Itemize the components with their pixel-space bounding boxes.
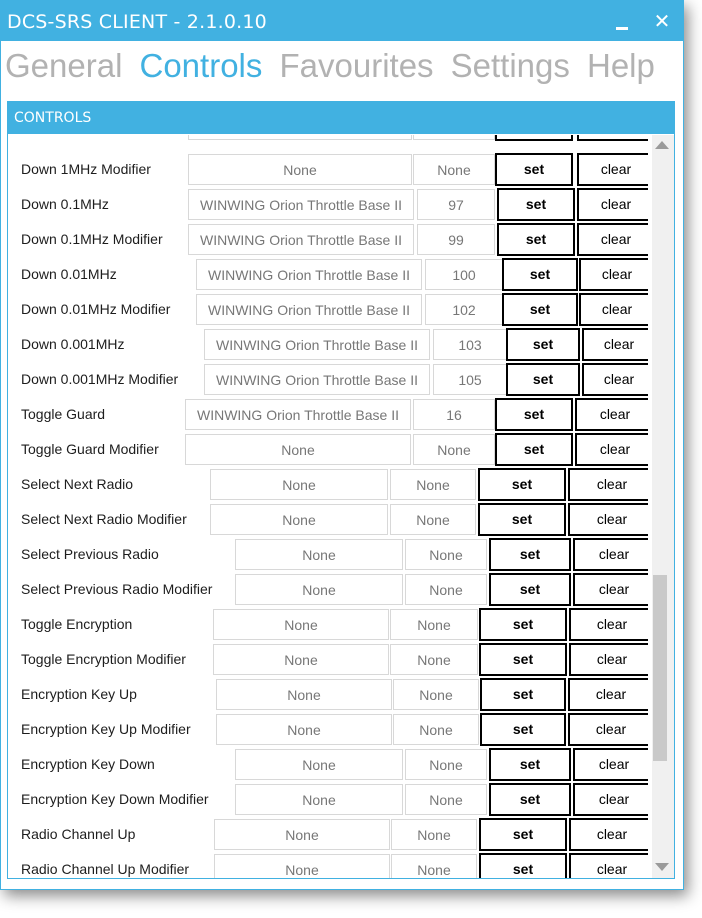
main-tabs	[5, 47, 667, 91]
control-row	[8, 572, 648, 607]
control-label: Down 0.001MHz	[21, 336, 125, 352]
device-cell[interactable]: None	[210, 504, 388, 535]
control-row	[8, 502, 648, 537]
clear-button[interactable]: clear	[573, 573, 648, 606]
clear-button[interactable]: clear	[569, 818, 648, 851]
set-button[interactable]: set	[502, 293, 578, 326]
button-number-cell[interactable]: None	[391, 819, 477, 850]
control-row	[8, 642, 648, 677]
button-number-cell[interactable]: None	[405, 749, 487, 780]
clear-button[interactable]: clear	[579, 258, 648, 291]
device-cell[interactable]: None	[235, 784, 403, 815]
control-label: Toggle Guard Modifier	[21, 441, 159, 457]
button-number-cell[interactable]: None	[390, 609, 478, 640]
device-cell[interactable]: None	[213, 609, 389, 640]
control-label: Down 0.01MHz	[21, 266, 117, 282]
button-number-cell[interactable]: 103	[433, 329, 507, 360]
control-row	[8, 222, 648, 257]
scroll-down-icon[interactable]	[655, 863, 669, 871]
minimize-button[interactable]	[611, 17, 633, 37]
set-button[interactable]: set	[497, 188, 575, 221]
control-label: Down 0.001MHz Modifier	[21, 371, 179, 387]
tab-settings[interactable]: Settings	[450, 47, 570, 84]
control-row	[8, 537, 648, 572]
set-button[interactable]: set	[489, 783, 571, 816]
device-cell[interactable]: WINWING Orion Throttle Base II	[196, 259, 422, 290]
button-number-cell[interactable]: 105	[433, 364, 507, 395]
set-button[interactable]: set	[479, 853, 567, 878]
control-row	[8, 607, 648, 642]
device-cell[interactable]: None	[185, 434, 411, 465]
control-label: Select Next Radio	[21, 476, 134, 492]
device-cell[interactable]: None	[214, 819, 390, 850]
control-row	[8, 397, 648, 432]
control-label: Select Next Radio Modifier	[21, 511, 187, 527]
control-label: Encryption Key Down Modifier	[21, 791, 209, 807]
clear-button[interactable]: clear	[569, 643, 648, 676]
control-row	[8, 327, 648, 362]
button-number-cell[interactable]: 100	[425, 259, 503, 290]
clear-button[interactable]: clear	[569, 853, 648, 878]
clear-button[interactable]: clear	[577, 188, 648, 221]
button-number-cell[interactable]: None	[405, 574, 487, 605]
clear-button[interactable]: clear	[575, 398, 648, 431]
button-number-cell[interactable]: None	[405, 539, 487, 570]
control-label: Down 1MHz Modifier	[21, 161, 151, 177]
button-number-cell[interactable]: None	[390, 469, 476, 500]
control-label: Select Previous Radio	[21, 546, 159, 562]
control-label: Select Previous Radio Modifier	[21, 581, 213, 597]
control-row	[8, 292, 648, 327]
button-number-cell[interactable]: None	[393, 679, 479, 710]
controls-panel	[7, 101, 675, 879]
button-number-cell[interactable]: None	[390, 644, 478, 675]
set-button[interactable]: set	[497, 223, 575, 256]
button-number-cell[interactable]: 102	[425, 294, 503, 325]
close-button[interactable]: ✕	[653, 9, 671, 33]
clear-button[interactable]: clear	[573, 783, 648, 816]
device-cell[interactable]: None	[235, 539, 403, 570]
button-number-cell[interactable]: None	[413, 434, 495, 465]
tab-controls[interactable]: Controls	[139, 47, 263, 84]
control-label: Encryption Key Up Modifier	[21, 721, 191, 737]
tab-favourites[interactable]: Favourites	[279, 47, 434, 84]
control-label: Down 0.1MHz	[21, 196, 109, 212]
scrollbar-thumb[interactable]	[653, 575, 667, 761]
device-cell[interactable]: None	[216, 679, 392, 710]
clear-button[interactable]: clear	[569, 608, 648, 641]
control-row	[8, 712, 648, 747]
control-label: Down 0.1MHz Modifier	[21, 231, 163, 247]
set-button[interactable]: set	[478, 468, 566, 501]
tab-help[interactable]: Help	[586, 47, 655, 84]
clear-button[interactable]: clear	[573, 538, 648, 571]
button-number-cell[interactable]	[413, 135, 495, 140]
set-button[interactable]: set	[495, 398, 573, 431]
set-button[interactable]: set	[479, 643, 567, 676]
control-label: Toggle Guard	[21, 406, 106, 422]
set-button[interactable]: set	[489, 748, 571, 781]
set-button[interactable]: set	[495, 433, 573, 466]
button-number-cell[interactable]: None	[413, 154, 495, 185]
control-label: Down 0.01MHz Modifier	[21, 301, 171, 317]
button-number-cell[interactable]: None	[390, 504, 476, 535]
button-number-cell[interactable]: 97	[417, 189, 495, 220]
button-number-cell[interactable]: None	[393, 714, 479, 745]
scroll-up-icon[interactable]	[655, 141, 669, 149]
clear-button[interactable]: clear	[577, 153, 648, 186]
control-label: Encryption Key Down	[21, 756, 155, 772]
clear-button[interactable]: clear	[582, 328, 648, 361]
set-button[interactable]: set	[479, 818, 567, 851]
tab-general[interactable]: General	[5, 47, 123, 84]
control-label: Toggle Encryption Modifier	[21, 651, 186, 667]
device-cell[interactable]: WINWING Orion Throttle Base II	[188, 224, 414, 255]
clear-button[interactable]: clear	[568, 503, 648, 536]
device-cell[interactable]: WINWING Orion Throttle Base II	[185, 399, 411, 430]
set-button[interactable]: set	[506, 363, 580, 396]
set-button[interactable]: set	[506, 328, 580, 361]
set-button[interactable]: set	[502, 258, 578, 291]
device-cell[interactable]: None	[216, 714, 392, 745]
set-button[interactable]: set	[480, 713, 566, 746]
set-button[interactable]: set	[479, 608, 567, 641]
partial-row	[8, 135, 648, 142]
control-label: Radio Channel Up Modifier	[21, 861, 190, 877]
set-button[interactable]: set	[489, 573, 571, 606]
device-cell[interactable]: None	[213, 644, 389, 675]
device-cell[interactable]: WINWING Orion Throttle Base II	[204, 364, 430, 395]
device-cell[interactable]: None	[214, 854, 390, 878]
device-cell[interactable]: None	[235, 574, 403, 605]
clear-button[interactable]: clear	[577, 223, 648, 256]
device-cell[interactable]: WINWING Orion Throttle Base II	[204, 329, 430, 360]
control-row	[8, 432, 648, 467]
button-number-cell[interactable]: None	[405, 784, 487, 815]
button-number-cell[interactable]: None	[391, 854, 477, 878]
vertical-scrollbar[interactable]	[652, 135, 674, 878]
clear-button[interactable]: clear	[573, 748, 648, 781]
device-cell[interactable]: None	[188, 154, 412, 185]
button-number-cell[interactable]: 16	[413, 399, 495, 430]
control-row	[8, 852, 648, 878]
control-row	[8, 467, 648, 502]
control-row	[8, 677, 648, 712]
device-cell[interactable]: WINWING Orion Throttle Base II	[196, 294, 422, 325]
window-title: DCS-SRS CLIENT - 2.1.0.10	[7, 11, 267, 33]
clear-button[interactable]: clear	[575, 433, 648, 466]
control-row	[8, 782, 648, 817]
panel-title: CONTROLS	[8, 102, 674, 134]
set-button[interactable]: set	[495, 153, 573, 186]
clear-button[interactable]	[577, 135, 648, 141]
title-bar[interactable]	[1, 1, 683, 41]
set-button[interactable]: set	[478, 503, 566, 536]
clear-button[interactable]: clear	[579, 293, 648, 326]
control-row	[8, 152, 648, 187]
device-cell[interactable]	[188, 135, 412, 140]
control-row	[8, 187, 648, 222]
control-row	[8, 362, 648, 397]
control-row	[8, 817, 648, 852]
set-button[interactable]	[495, 135, 573, 141]
set-button[interactable]: set	[480, 678, 566, 711]
set-button[interactable]: set	[489, 538, 571, 571]
device-cell[interactable]: WINWING Orion Throttle Base II	[188, 189, 414, 220]
control-row	[8, 257, 648, 292]
device-cell[interactable]: None	[210, 469, 388, 500]
controls-list[interactable]	[8, 135, 648, 878]
clear-button[interactable]: clear	[568, 678, 648, 711]
clear-button[interactable]: clear	[568, 713, 648, 746]
clear-button[interactable]: clear	[582, 363, 648, 396]
button-number-cell[interactable]: 99	[417, 224, 495, 255]
clear-button[interactable]: clear	[568, 468, 648, 501]
control-label: Radio Channel Up	[21, 826, 136, 842]
device-cell[interactable]: None	[235, 749, 403, 780]
control-label: Toggle Encryption	[21, 616, 133, 632]
control-row	[8, 747, 648, 782]
control-label: Encryption Key Up	[21, 686, 137, 702]
